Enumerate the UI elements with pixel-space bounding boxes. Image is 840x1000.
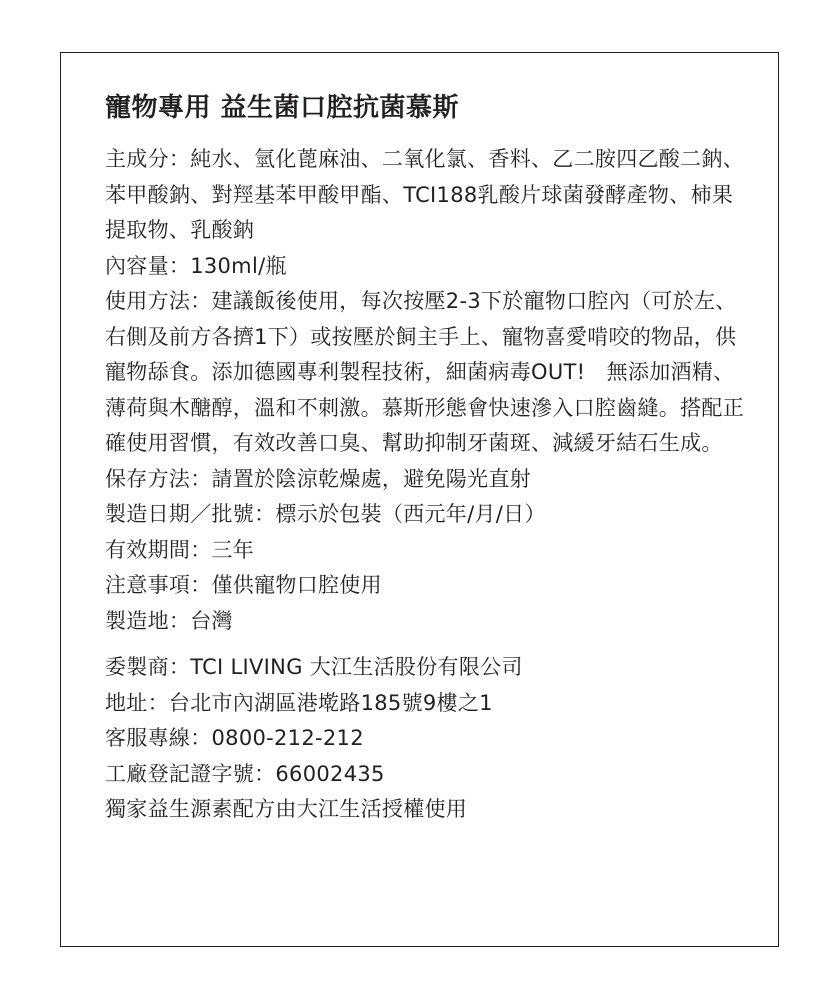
storage-text: 保存方法：請置於陰涼乾燥處，避免陽光直射 <box>105 466 531 491</box>
address-text: 地址：台北市內湖區港墘路185號9樓之1 <box>105 690 493 715</box>
manufacture-date-text: 製造日期／批號：標示於包裝（西元年/月/日） <box>105 502 546 526</box>
contractor-text: 委製商：TCI LIVING 大江生活股份有限公司 <box>105 655 523 679</box>
license-text: 獨家益生源素配方由大江生活授權使用 <box>105 797 468 821</box>
product-label-box <box>60 52 779 947</box>
usage-text: 使用方法：建議飯後使用，每次按壓2-3下於寵物口腔內（可於左、右側及前方各擠1下）或按壓於飼主手上、寵物喜愛啃咬的物品，供寵物舔食。添加德國專利製程技術，細菌病毒OUT! 無添加酒精、薄荷與木醣醇，溫和不刺激。慕斯形態會快速滲入口腔齒縫。搭配正確使用習慣，有效改善口臭、幫助抑制牙菌斑、減緩牙結石生成。 <box>105 289 744 455</box>
volume-text: 內容量：130ml/瓶 <box>105 253 287 278</box>
precautions-text: 注意事項：僅供寵物口腔使用 <box>105 573 382 597</box>
product-title: 寵物專用 益生菌口腔抗菌慕斯 <box>105 93 460 123</box>
shelf-life-text: 有效期間：三年 <box>105 537 255 562</box>
origin-text: 製造地：台灣 <box>105 608 233 633</box>
factory-registration-text: 工廠登記證字號：66002435 <box>105 761 385 786</box>
label-content <box>105 91 745 828</box>
hotline-text: 客服專線：0800-212-212 <box>105 726 364 750</box>
ingredients-text: 主成分：純水、氫化蓖麻油、二氧化氯、香料、乙二胺四乙酸二鈉、苯甲酸鈉、對羥基苯甲酸甲酯、TCI188乳酸片球菌發酵產物、柿果提取物、乳酸鈉 <box>105 147 744 242</box>
section-spacer <box>105 639 745 650</box>
